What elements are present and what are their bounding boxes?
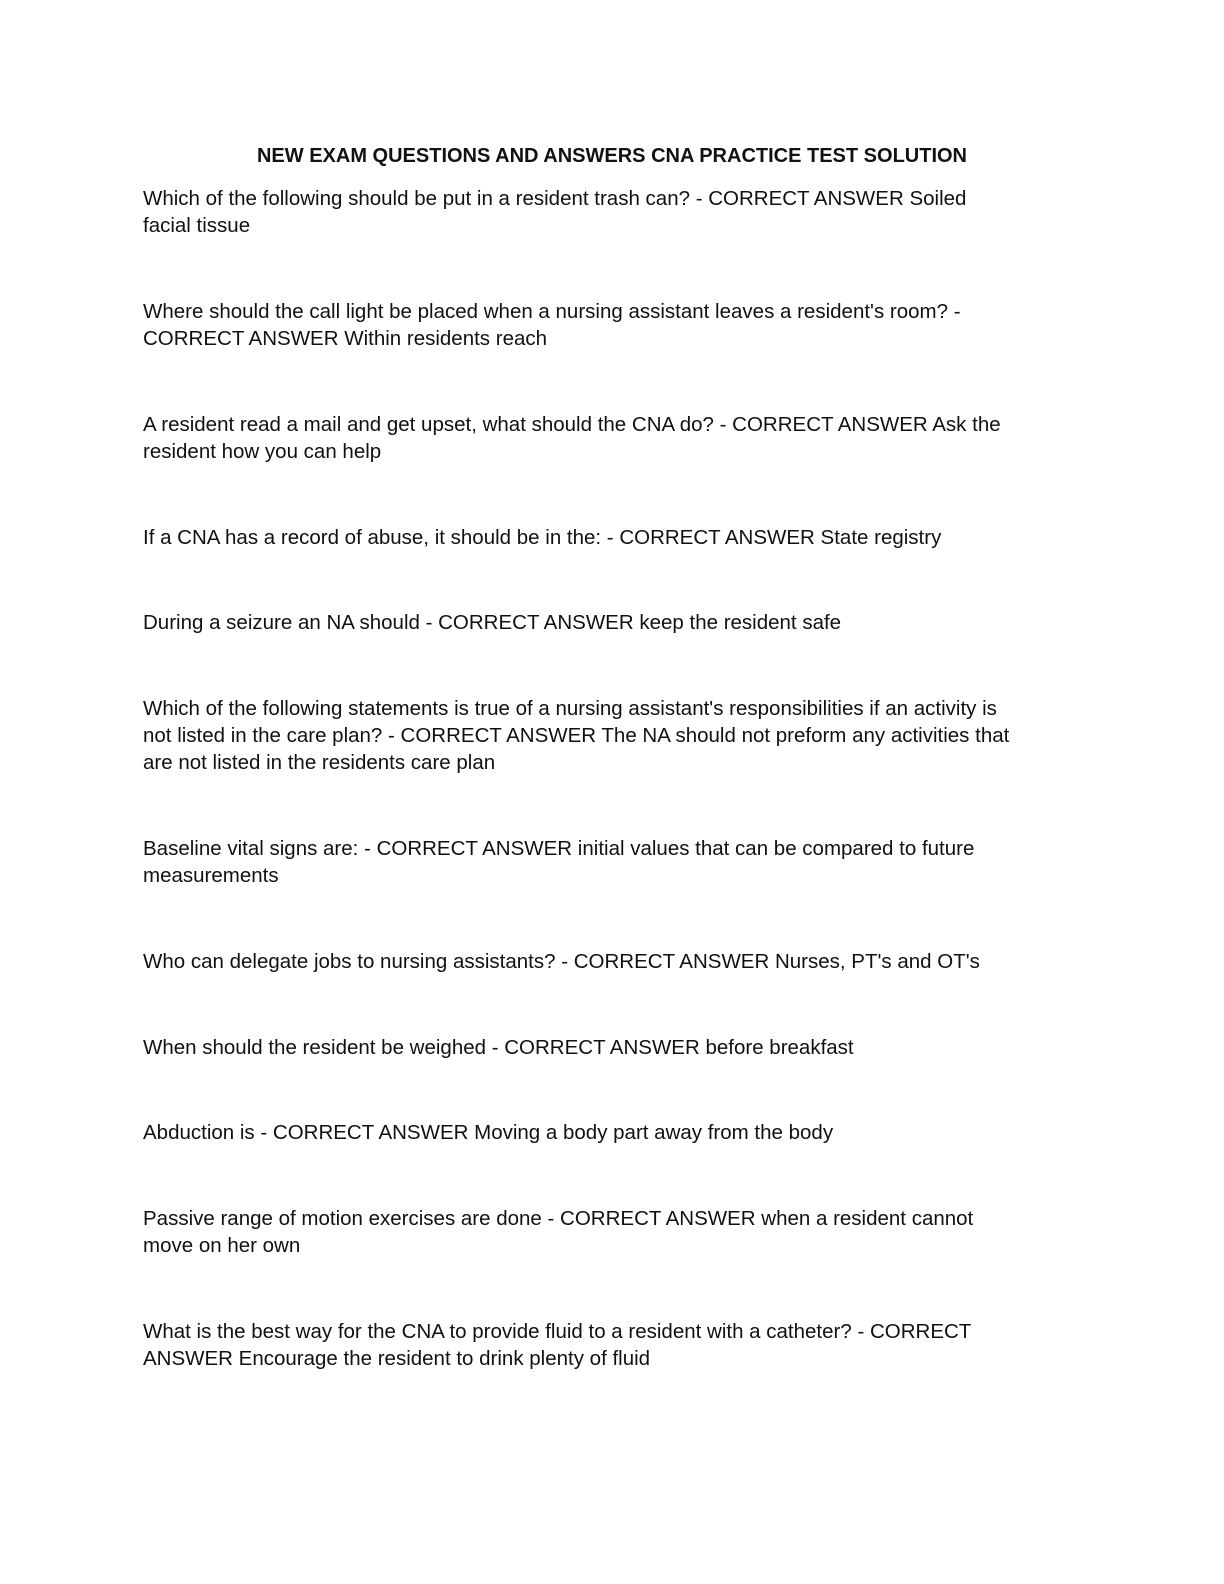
qa-line: If a CNA has a record of abuse, it should be in the: - CORRECT ANSWER State registry: [143, 526, 942, 549]
qa-line: CORRECT ANSWER Within residents reach: [143, 327, 548, 350]
qa-line: A resident read a mail and get upset, what should the CNA do? - CORRECT ANSWER Ask the: [143, 413, 1001, 436]
qa-line: Where should the call light be placed when a nursing assistant leaves a resident's room? -: [143, 300, 961, 323]
qa-line: During a seizure an NA should - CORRECT ANSWER keep the resident safe: [143, 611, 842, 634]
qa-line: Who can delegate jobs to nursing assistants? - CORRECT ANSWER Nurses, PT's and OT's: [143, 950, 980, 973]
qa-line: What is the best way for the CNA to provide fluid to a resident with a catheter? - CORRECT: [143, 1320, 972, 1343]
qa-entry: [143, 1205, 1083, 1259]
qa-line: move on her own: [143, 1234, 301, 1257]
qa-entry: [143, 524, 1083, 551]
qa-entry: [143, 835, 1083, 889]
qa-entry: [143, 298, 1083, 352]
qa-entry: [143, 1034, 1083, 1061]
qa-line: not listed in the care plan? - CORRECT ANSWER The NA should not preform any activities that: [143, 724, 1010, 747]
qa-entry: [143, 1318, 1083, 1372]
qa-line: are not listed in the residents care plan: [143, 751, 496, 774]
qa-line: resident how you can help: [143, 440, 382, 463]
qa-entry: [143, 609, 1083, 636]
qa-entry: [143, 695, 1083, 776]
qa-entry: [143, 948, 1083, 975]
qa-entry: [143, 411, 1083, 465]
qa-line: Abduction is - CORRECT ANSWER Moving a body part away from the body: [143, 1121, 834, 1144]
qa-line: Baseline vital signs are: - CORRECT ANSWER initial values that can be compared to future: [143, 837, 975, 860]
qa-entry: [143, 1119, 1083, 1146]
qa-line: facial tissue: [143, 214, 251, 237]
qa-line: Which of the following should be put in a resident trash can? - CORRECT ANSWER Soiled: [143, 187, 967, 210]
qa-line: ANSWER Encourage the resident to drink plenty of fluid: [143, 1347, 651, 1370]
qa-entry: [143, 185, 1083, 239]
qa-line: Passive range of motion exercises are done - CORRECT ANSWER when a resident cannot: [143, 1207, 974, 1230]
qa-line: Which of the following statements is true of a nursing assistant's responsibilities if an activity is: [143, 697, 997, 720]
document-title: NEW EXAM QUESTIONS AND ANSWERS CNA PRACTICE TEST SOLUTION: [256, 145, 968, 167]
qa-line: measurements: [143, 864, 279, 887]
qa-line: When should the resident be weighed - CORRECT ANSWER before breakfast: [143, 1036, 854, 1059]
